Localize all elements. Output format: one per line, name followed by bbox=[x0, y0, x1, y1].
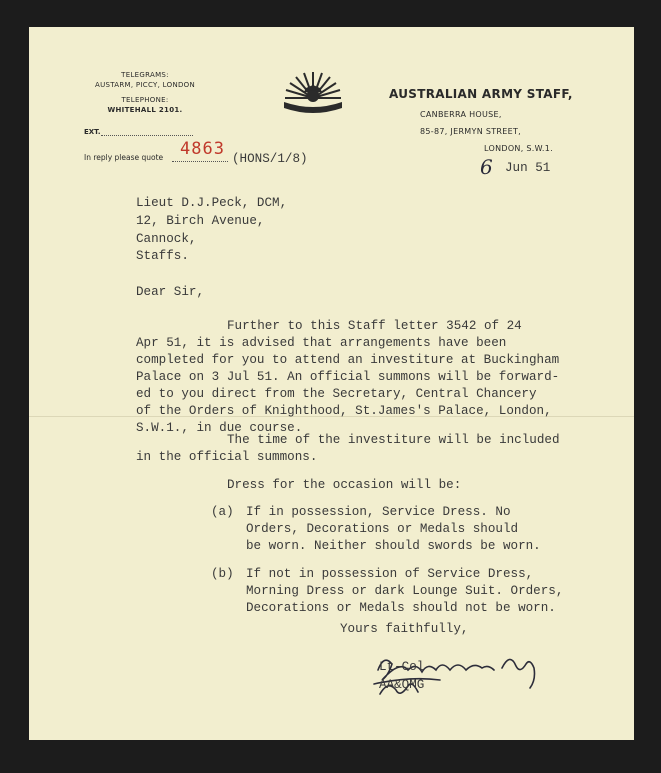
recipient-line: 12, Birch Avenue, bbox=[136, 214, 265, 228]
address-line: 85-87, JERMYN STREET, bbox=[420, 127, 521, 136]
body-line: in the official summons. bbox=[136, 450, 318, 464]
salutation: Dear Sir, bbox=[136, 285, 205, 299]
date-day-handwritten: 6 bbox=[480, 155, 493, 179]
closing: Yours faithfully, bbox=[340, 622, 469, 636]
item-b-line: Decorations or Medals should not be worn. bbox=[246, 601, 556, 615]
body-line: of the Orders of Knighthood, St.James's Palace, London, bbox=[136, 404, 552, 418]
body-line: The time of the investiture will be included bbox=[227, 433, 560, 447]
rising-sun-badge-icon bbox=[282, 68, 344, 120]
address-line: CANBERRA HOUSE, bbox=[420, 110, 502, 119]
signatory-rank: Lt-Col bbox=[379, 660, 425, 674]
recipient-line: Lieut D.J.Peck, DCM, bbox=[136, 196, 288, 210]
telegrams-label: TELEGRAMS: bbox=[121, 71, 169, 79]
body-line: S.W.1., in due course. bbox=[136, 421, 303, 435]
telegram-telephone-block bbox=[70, 70, 220, 115]
reply-quote-blank bbox=[172, 161, 228, 162]
item-a-line: Orders, Decorations or Medals should bbox=[246, 522, 519, 536]
organisation-name: AUSTRALIAN ARMY STAFF, bbox=[389, 87, 573, 101]
handwritten-signature bbox=[370, 640, 550, 710]
item-a-line: If in possession, Service Dress. No bbox=[246, 505, 511, 519]
body-line: ed to you direct from the Secretary, Central Chancery bbox=[136, 387, 537, 401]
recipient-line: Cannock, bbox=[136, 232, 197, 246]
extension-blank bbox=[101, 135, 193, 136]
item-a-line: be worn. Neither should swords be worn. bbox=[246, 539, 541, 553]
extension-label: EXT. bbox=[84, 128, 101, 136]
signatory-title: AA&QMG bbox=[379, 678, 425, 692]
reference-number: 4863 bbox=[180, 139, 225, 159]
reference-code: (HONS/1/8) bbox=[232, 152, 308, 166]
body-line: Palace on 3 Jul 51. An official summons will be forward- bbox=[136, 370, 560, 384]
telephone-label: TELEPHONE: bbox=[121, 96, 169, 104]
item-a-marker: (a) bbox=[211, 505, 234, 519]
telephone-number: WHITEHALL 2101. bbox=[107, 106, 183, 114]
address-line: LONDON, S.W.1. bbox=[484, 144, 553, 153]
reply-quote-label: In reply please quote bbox=[84, 153, 164, 162]
date-month: Jun 51 bbox=[505, 161, 551, 175]
body-line: Apr 51, it is advised that arrangements have been bbox=[136, 336, 507, 350]
body-line: completed for you to attend an investiture at Buckingham bbox=[136, 353, 560, 367]
item-b-marker: (b) bbox=[211, 567, 234, 581]
telegrams-address: AUSTARM, PICCY, LONDON bbox=[94, 81, 196, 89]
dress-intro: Dress for the occasion will be: bbox=[227, 478, 462, 492]
body-line: Further to this Staff letter 3542 of 24 bbox=[227, 319, 522, 333]
recipient-line: Staffs. bbox=[136, 249, 189, 263]
item-b-line: If not in possession of Service Dress, bbox=[246, 567, 534, 581]
item-b-line: Morning Dress or dark Lounge Suit. Orders, bbox=[246, 584, 564, 598]
